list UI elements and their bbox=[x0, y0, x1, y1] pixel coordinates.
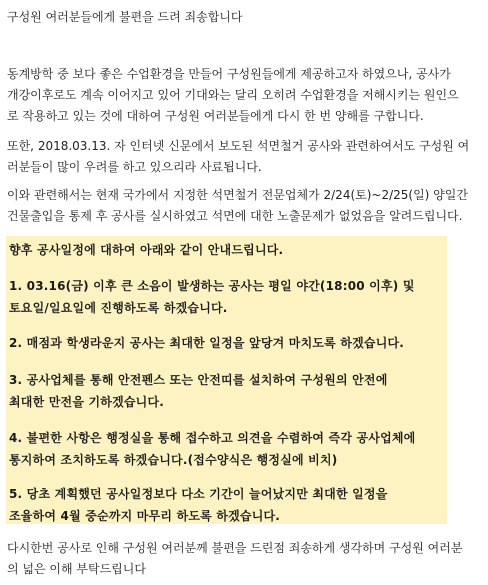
paragraph-asbestos-removal bbox=[7, 185, 483, 227]
paragraph-line: 또한, 2018.03.13. 자 인터넷 신문에서 보도된 석면철거 공사와 관련하여서도 구성원 여 bbox=[7, 139, 470, 153]
paragraph-line: 건물출입을 통제 후 공사를 실시하였고 석면에 대한 노출문제가 없었음을 알려드립니다. bbox=[7, 209, 463, 223]
notice-item-4: 4. 불편한 사항은 행정실을 통해 접수하고 의견을 수렴하여 즉각 공사업체에 bbox=[9, 431, 416, 445]
paragraph-line: 동계방학 중 보다 좋은 수업환경을 만들어 구성원들에게 제공하고자 하였으나, 공사가 bbox=[7, 67, 451, 81]
apology-heading-text: 구성원 여러분들에게 불편을 드려 죄송합니다 bbox=[7, 10, 243, 24]
paragraph-line: 이와 관련해서는 현재 국가에서 지정한 석면철거 전문업체가 2/24(토)~2/25(일) 양일간 bbox=[7, 188, 468, 202]
notice-item-4-cont: 통지하여 조치하도록 하겠습니다.(접수양식은 행정실에 비치) bbox=[9, 453, 338, 467]
paragraph-line: 러분들이 많이 우려를 하고 있으리라 사료됩니다. bbox=[7, 160, 262, 174]
notice-item-3: 3. 공사업체를 통해 안전펜스 또는 안전띠를 설치하여 구성원의 안전에 bbox=[9, 373, 388, 387]
paragraph-background bbox=[7, 64, 483, 127]
closing-paragraph bbox=[7, 538, 483, 580]
notice-item-5-cont: 조율하여 4월 중순까지 마무리 하도록 하겠습니다. bbox=[9, 509, 281, 523]
notice-item-1-cont: 토요일/일요일에 진행하도록 하겠습니다. bbox=[9, 301, 228, 315]
paragraph-line: 개강이후로도 계속 이어지고 있어 기대와는 달리 오히려 수업환경을 저해시키는 원인으 bbox=[7, 88, 459, 102]
notice-item-5: 5. 당초 계획했던 공사일정보다 다소 기간이 늘어났지만 최대한 일정을 bbox=[9, 487, 388, 501]
paragraph-line: 로 작용하고 있는 것에 대하여 구성원 여러분들에게 다시 한 번 양해를 구합니다. bbox=[7, 109, 424, 123]
paragraph-line: 다시한번 공사로 인해 구성원 여러분께 불편을 드린점 죄송하게 생각하며 구성원 여러분 bbox=[7, 541, 463, 555]
notice-intro: 향후 공사일정에 대하여 아래와 같이 안내드립니다. bbox=[9, 243, 284, 257]
notice-item-3-cont: 최대한 만전을 기하겠습니다. bbox=[9, 395, 165, 409]
paragraph-line: 의 넓은 이해 부탁드립니다 bbox=[7, 562, 146, 576]
schedule-notice-box bbox=[6, 236, 447, 524]
apology-heading bbox=[7, 7, 483, 28]
paragraph-asbestos-news bbox=[7, 136, 483, 178]
notice-item-2: 2. 매점과 학생라운지 공사는 최대한 일정을 앞당겨 마치도록 하겠습니다. bbox=[9, 336, 405, 350]
notice-item-1: 1. 03.16(금) 이후 큰 소음이 발생하는 공사는 평일 야간(18:00 이후) 및 bbox=[9, 279, 415, 293]
